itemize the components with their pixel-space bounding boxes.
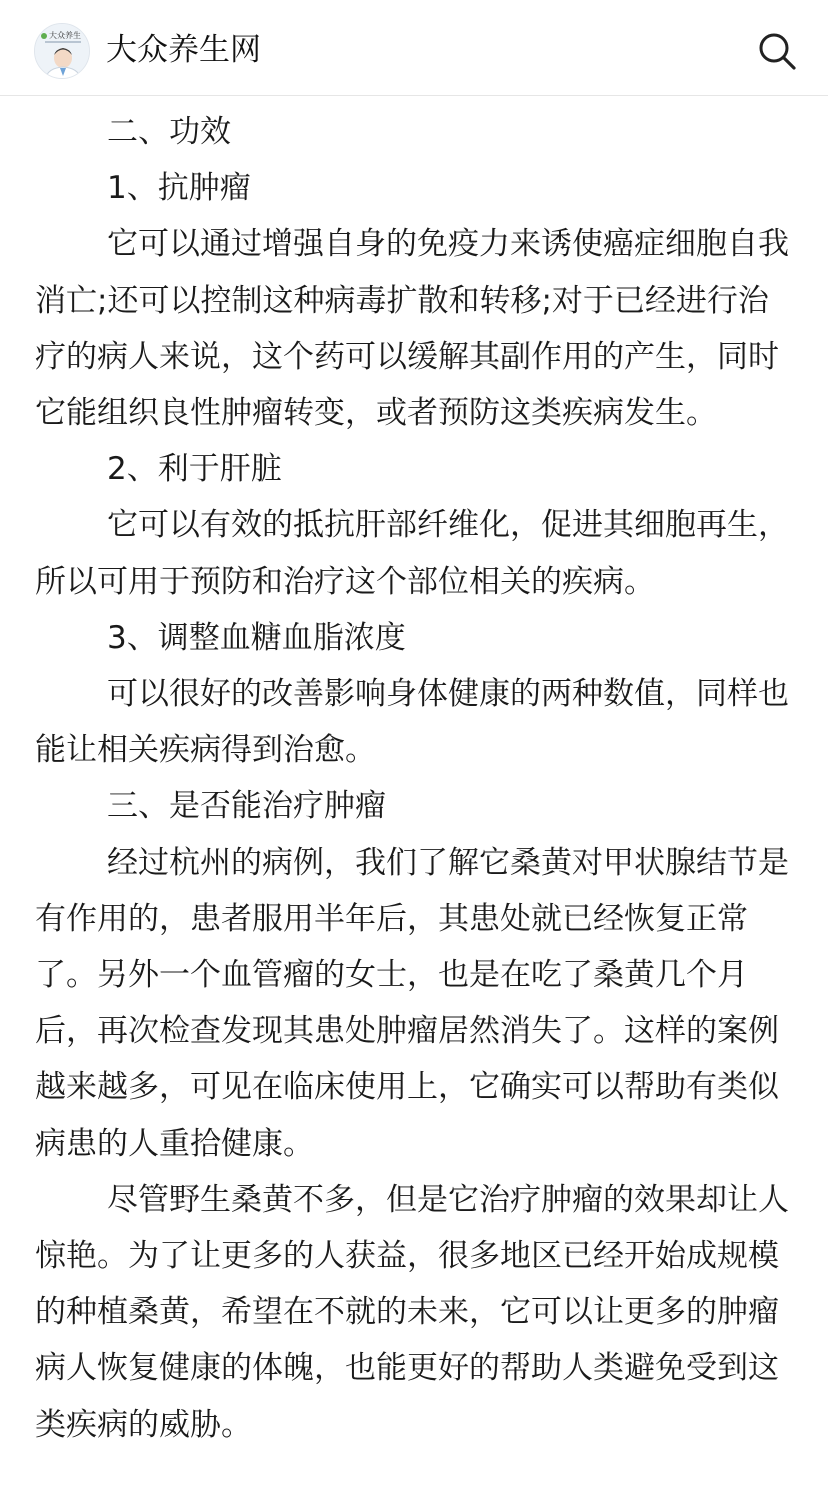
subheading-blood-sugar-lipids: 3、调整血糖血脂浓度 — [107, 619, 406, 656]
section-heading-efficacy: 二、功效 — [107, 114, 231, 150]
paragraph-blood-sugar-lipids: 可以很好的改善影响身体健康的两种数值，同样也能让相关疾病得到治愈。 — [35, 676, 789, 769]
paragraph-liver: 它可以有效的抵抗肝部纤维化，促进其细胞再生，所以可用于预防和治疗这个部位相关的疾病。 — [35, 507, 789, 600]
section-heading-tumor-treatment: 三、是否能治疗肿瘤 — [107, 788, 386, 825]
paragraph-case-studies: 经过杭州的病例，我们了解它桑黄对甲状腺结节是有作用的，患者服用半年后，其患处就已经恢复正常了。另外一个血管瘤的女士，也是在吃了桑黄几个月后，再次检查发现其患处肿瘤居然消失了。这样的案例越来越多，可见在临床使用上，它确实可以帮助有类似病患的人重拾健康。 — [35, 844, 789, 1162]
site-name: 大众养生网 — [106, 32, 261, 68]
search-button[interactable] — [756, 30, 798, 72]
search-icon — [756, 30, 798, 72]
article-body — [35, 104, 795, 1453]
subheading-anti-tumor: 1、抗肿瘤 — [107, 170, 251, 207]
site-logo-avatar[interactable] — [34, 23, 90, 79]
avatar-logo-text: 大众养生 — [49, 31, 81, 40]
subheading-liver: 2、利于肝脏 — [107, 451, 282, 488]
paragraph-conclusion: 尽管野生桑黄不多，但是它治疗肿瘤的效果却让人惊艳。为了让更多的人获益，很多地区已经开始成规模的种植桑黄，希望在不就的未来，它可以让更多的肿瘤病人恢复健康的体魄，也能更好的帮助人类避免受到这类疾病的威胁。 — [35, 1181, 789, 1443]
paragraph-anti-tumor: 它可以通过增强自身的免疫力来诱使癌症细胞自我消亡;还可以控制这种病毒扩散和转移;对于已经进行治疗的病人来说，这个药可以缓解其副作用的产生，同时它能组织良性肿瘤转变，或者预防这类疾病发生。 — [35, 226, 789, 432]
top-bar — [0, 0, 828, 96]
